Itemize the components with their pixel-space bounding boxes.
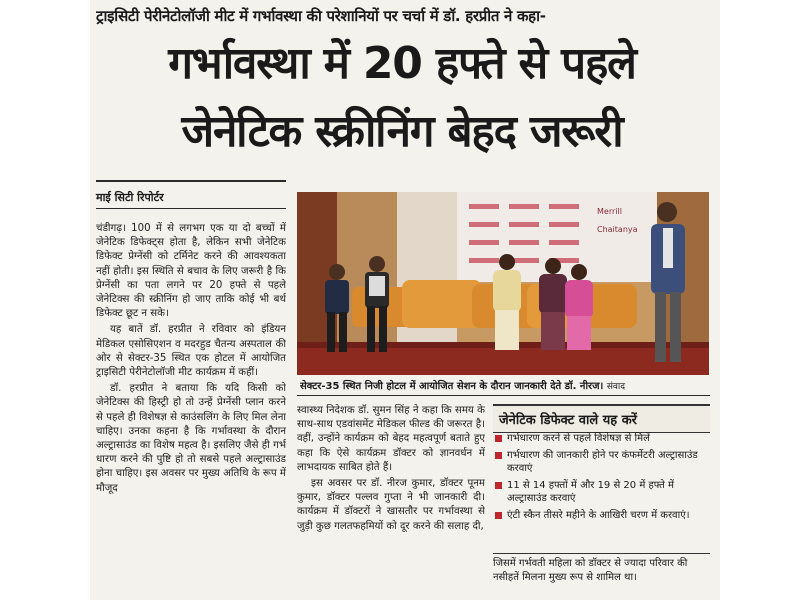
bullet-square-icon [495, 482, 502, 489]
bullet-square-icon [495, 452, 502, 459]
divider [297, 395, 710, 396]
paragraph: यह बातें डॉ. हरप्रीत ने रविवार को इंडियन मेडिकल एसोसिएशन व मदरहुड चैतन्य अस्पताल की ओर से सेक्टर-35 स्थित एक होटल में आयोजित ट्राइसिटी पेरीनेटोलॉजी मीट कार्यक्रम में कहीं। [96, 324, 286, 379]
info-box-note: जिसमें गर्भवती महिला को डॉक्टर से ज्यादा परिवार की नसीहतें मिलना मुख्य रूप से शामिल था। [493, 553, 710, 584]
divider [96, 208, 286, 209]
photo-credit: संवाद [606, 382, 626, 392]
byline: माई सिटी रिपोर्टर [96, 191, 164, 204]
article-column-2 [297, 404, 485, 594]
info-box-title: जेनेटिक डिफेक्ट वाले यह करें [493, 404, 710, 433]
list-item: एंटी स्कैन तीसरे महीने के आखिरी चरण में करवाएं। [493, 509, 710, 523]
photo-caption [300, 378, 710, 392]
divider [96, 180, 286, 182]
bullet-square-icon [495, 512, 502, 519]
list-item: 11 से 14 हफ्तों में और 19 से 20 में हफ्ते में अल्ट्रासाउंड करवाएं [493, 479, 710, 506]
banner-logo-text: Merrill [597, 207, 622, 216]
event-photo [297, 192, 709, 375]
list-item: गर्भधारण करने से पहले विशेषज्ञ से मिलें [493, 432, 710, 446]
paragraph: इस अवसर पर डॉ. नीरज कुमार, डॉक्टर पूनम कुमार, डॉक्टर पल्लव गुप्ता ने भी जानकारी दी। कार्यक्रम में डॉक्टरों ने खासतौर पर गर्भावस्था से जुड़ी कुछ गलतफहमियों को दूर करने की सलाह दी, [297, 478, 485, 532]
article-column-1 [96, 222, 286, 594]
info-box-list [493, 432, 710, 525]
caption-text: सेक्टर-35 स्थित निजी होटल में आयोजित सेशन के दौरान जानकारी देते डॉ. नीरज। [300, 381, 604, 392]
paragraph: स्वास्थ्य निदेशक डॉ. सुमन सिंह ने कहा कि समय के साथ-साथ एडवांसमेंट मेडिकल फील्ड की जरूरत है। वहीं, उन्होंने कार्यक्रम को बेहद महत्वपूर्ण बताते हुए कहा कि ऐसे कार्यक्रम डॉक्टर को ज्ञानवर्धन में लाभदायक साबित होते हैं। [297, 405, 485, 473]
bullet-square-icon [495, 435, 502, 442]
paragraph: चंडीगढ़। 100 में से लगभग एक या दो बच्चों में जेनेटिक डिफेक्ट्स होता है, लेकिन सभी जेनेटिक डिफेक्ट प्रेग्नेंसी को टर्मिनेट करने की आवश्यकता नहीं होती। इस स्थिति से बचाव के लिए जरूरी है कि प्रेग्नेंसी का पता लगने पर 20 हफ्ते से पहले जेनेटिक्स की स्क्रीनिंग हो जाए ताकि कोई भी बर्थ डिफेक्ट छूट न सके। [96, 223, 286, 320]
banner-logo-text: Chaitanya [597, 225, 638, 234]
list-item: गर्भधारण की जानकारी होने पर कंफर्मेटरी अल्ट्रासाउंड करवाएं [493, 449, 710, 476]
headline-line-1: गर्भावस्था में 20 हफ्ते से पहले [168, 38, 636, 89]
paragraph: डॉ. हरप्रीत ने बताया कि यदि किसी को जेनेटिक्स की हिस्ट्री हो तो उन्हें प्रेग्नेंसी प्लान करने से पहले ही विशेषज्ञ से काउंसलिंग के लिए मिल लेना चाहिए। उनका कहना है कि गर्भावस्था के दौरान अल्ट्रासाउंड का विशेष महत्व है। इसलिए जैसे ही गर्भ धारण करने की पुष्टि हो तो सबसे पहले अल्ट्रासाउंड होना चाहिए। इस अवसर पर मुख्य अतिथि के रूप में मौजूद [96, 383, 286, 494]
event-photo-illustration [297, 192, 709, 375]
headline-line-2: जेनेटिक स्क्रीनिंग बेहद जरूरी [181, 106, 623, 157]
article-kicker: ट्राइसिटी पेरीनेटोलॉजी मीट में गर्भावस्था की परेशानियों पर चर्चा में डॉ. हरप्रीत ने कहा- [96, 7, 546, 25]
